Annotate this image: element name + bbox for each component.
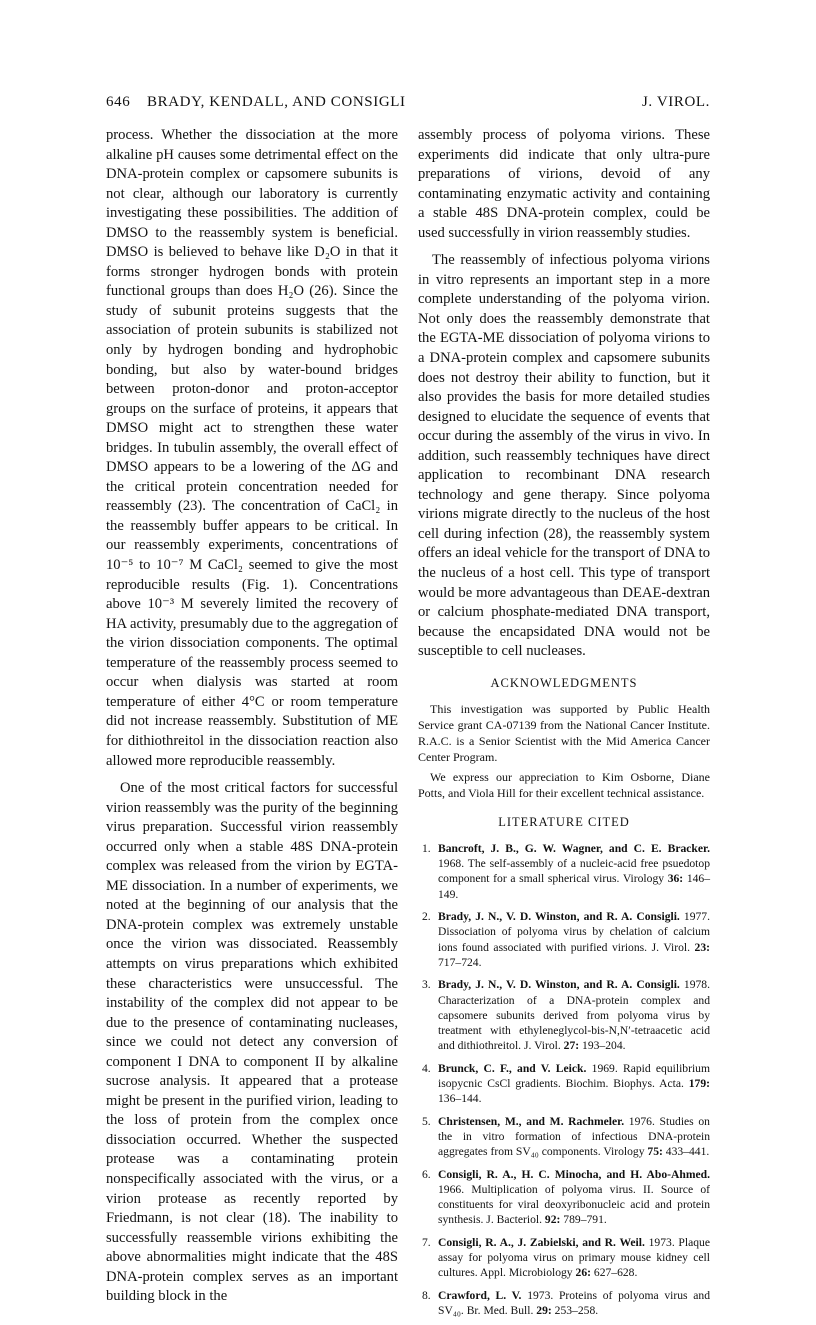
- page-number: 646: [106, 94, 131, 110]
- ack-thanks: We express our appreciation to Kim Osborne, Diane Potts, and Viola Hill for their excellent technical assistance.: [418, 770, 710, 801]
- reference-item: 1. Bancroft, J. B., G. W. Wagner, and C. E. Bracker. 1968. The self-assembly of a nucleic-acid free psuedotop component for a small spherical virus. Virology 36: 146–149.: [422, 841, 711, 901]
- reference-item: 7. Consigli, R. A., J. Zabielski, and R. Weil. 1973. Plaque assay for polyoma virus on primary mouse kidney cell cultures. Appl. Microbiology 26: 627–628.: [422, 1235, 710, 1280]
- journal-abbrev: J. VIROL.: [641, 94, 710, 110]
- running-authors: BRADY, KENDALL, AND CONSIGLI: [147, 94, 406, 110]
- reference-list: [418, 841, 710, 1318]
- running-header: [106, 94, 710, 114]
- left-column: [106, 126, 398, 1307]
- acknowledgments-heading: ACKNOWLEDGMENTS: [490, 675, 638, 690]
- reference-item: 8. Crawford, L. V. 1973. Proteins of polyoma virus and SV₄₀. Br. Med. Bull. 29: 253–258.: [422, 1288, 710, 1317]
- reference-item: 2. Brady, J. N., V. D. Winston, and R. A. Consigli. 1977. Dissociation of polyoma virus by chelation of calcium ions found associated with purified virions. J. Virol. 23: 717–724.: [422, 910, 710, 969]
- reference-item: 3. Brady, J. N., V. D. Winston, and R. A. Consigli. 1978. Characterization of a DNA-protein complex and capsomere subunits derived from polyoma virus by treatment with ethyleneglycol-bis-N,N′-tetraacetic acid and dithiothreitol. J. Virol. 27: 193–204.: [422, 978, 710, 1053]
- discussion-paragraph-2: One of the most critical factors for successful virion reassembly was the purity of the beginning virus preparation. Successful virion reassembly occurred only when a stable 48S DNA-protein complex was released from the virion by EGTA-ME dissociation. In a number of experiments, we noted at the beginning of our analysis that the DNA-protein complex was extremely unstable once the virion was dissociated. Reassembly attempts on virus preparations which exhibited these characteristics were unsuccessful. The instability of the complex did not appear to be due to the presence of contaminating nucleases, since we could not detect any conversion of component I DNA to component II by alkaline sucrose analysis. It appeared that a protease might be present in the purified virion, leading to the loss of protein from the complex once dissociation occurred. Whether the suspected protease was a contaminating protein nonspecifically associated with the virus, or a virion protease as recently reported by Friedmann, is not clear (18). The inability to successfully reassemble virions exhibiting the above abnormalities might indicate that the 48S DNA-protein complex serves as an important building block in the: [106, 780, 398, 1305]
- discussion-paragraph-1: process. Whether the dissociation at the more alkaline pH causes some detrimental effect on the DNA-protein complex or capsomere subunits is not clear, although our laboratory is currently investigating these possibilities. The addition of DMSO to the reassembly system is beneficial. DMSO is believed to behave like D₂O in that it forms stronger hydrogen bonds with protein functional groups than does H₂O (26). Since the study of subunit proteins suggests that the association of protein subunits is stabilized not only by hydrogen bonding and hydrophobic bonding, but also by water-bound bridges between proton-donor and proton-acceptor groups on the surface of proteins, it appears that DMSO might act to strengthen these water bridges. In tubulin assembly, the overall effect of DMSO appears to be a lowering of the ΔG and the critical protein concentration needed for reassembly (23). The concentration of CaCl₂ in the reassembly buffer appears to be critical. In our reassembly experiments, concentrations of 10⁻⁵ to 10⁻⁷ M CaCl₂ seemed to give the most reproducible results (Fig. 1). Concentrations above 10⁻³ M severely limited the recovery of HA activity, presumably due to the aggregation of the virion dissociation components. The optimal temperature of the reassembly process seemed to occur when dialysis was started at room temperature of either 4°C or room temperature did not increase reassembly. Substitution of ME for dithiothreitol in the dissociation reaction also allowed more reproducible reassembly.: [106, 127, 398, 769]
- literature-cited-heading: LITERATURE CITED: [498, 815, 630, 830]
- discussion-paragraph-3: assembly process of polyoma virions. These experiments did indicate that only ultra-pure preparations of virions, devoid of any contaminating enzymatic activity and containing a stable 48S DNA-protein complex, could be used successfully in virion reassembly studies.: [418, 127, 710, 241]
- discussion-paragraph-4: The reassembly of infectious polyoma virions in vitro represents an important step in a more complete understanding of the polyoma virion. Not only does the reassembly demonstrate that the EGTA-ME dissociation of polyoma virions to a DNA-protein complex and capsomere subunits does not destroy their ability to function, but it also provides the basis for more detailed studies designed to elucidate the sequence of events that occur during the assembly of the virus in vivo. In addition, such reassembly techniques have direct application to recombinant DNA research technology and gene therapy. Since polyoma virions migrate directly to the nucleus of the host cell during infection (28), the reassembly system offers an ideal vehicle for the transport of DNA to the nucleus of a host cell. This type of transport would be more advantageous than DEAE-dextran or calcium phosphate-mediated DNA transport, because the encapsidated DNA would not be susceptible to cell nucleases.: [418, 252, 710, 660]
- reference-item: 6. Consigli, R. A., H. C. Minocha, and H. Abo-Ahmed. 1966. Multiplication of polyoma virus. II. Source of constituents for viral deoxyribonucleic acid and protein synthesis. J. Bacteriol. 92: 789–791.: [422, 1167, 710, 1227]
- ack-funding: This investigation was supported by Public Health Service grant CA-07139 from the National Cancer Institute. R.A.C. is a Senior Scientist with the Mid America Cancer Center Program.: [418, 702, 710, 765]
- right-column: [418, 126, 710, 1325]
- reference-item: 5. Christensen, M., and M. Rachmeler. 1976. Studies on the in vitro formation of infectious DNA-protein aggregates from SV₄₀ components. Virology 75: 433–441.: [422, 1114, 710, 1159]
- acknowledgments: [418, 701, 710, 801]
- reference-item: 4. Brunck, C. F., and V. Leick. 1969. Rapid equilibrium isopycnic CsCl gradients. Biochim. Biophys. Acta. 179: 136–144.: [422, 1061, 711, 1106]
